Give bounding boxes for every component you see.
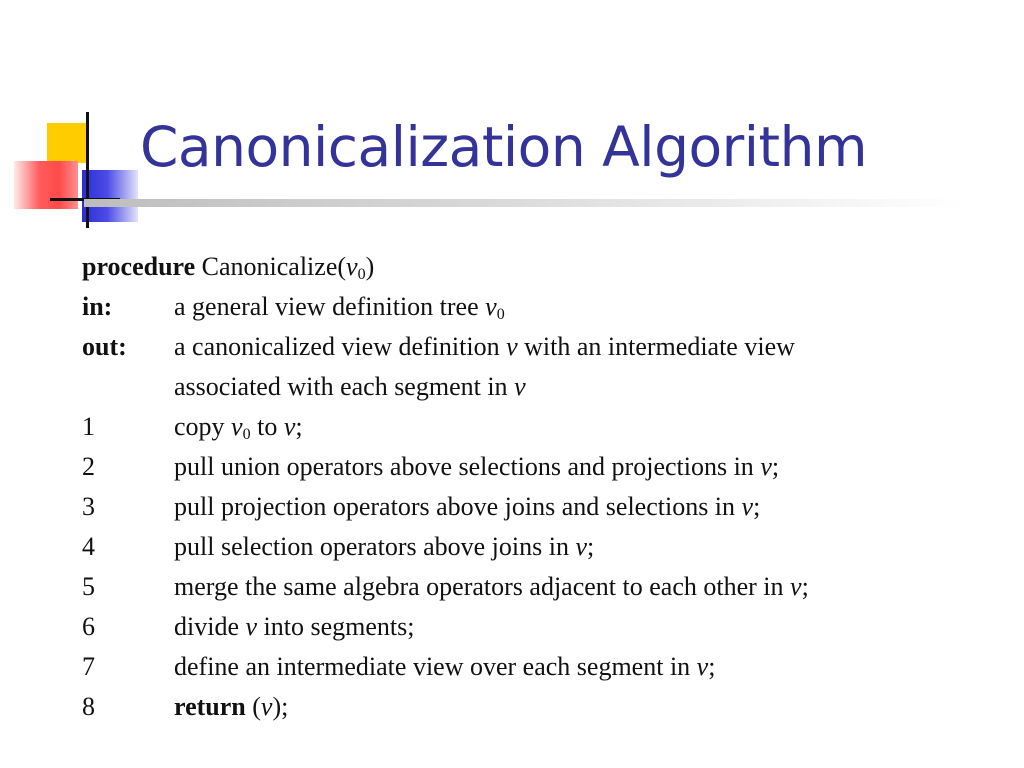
step-text-part: divide: [174, 612, 246, 641]
step-sub: 0: [242, 426, 251, 443]
return-keyword: return: [174, 692, 246, 721]
step-var: v: [741, 492, 754, 521]
output-indent: [82, 367, 174, 407]
step-text-part: into segments;: [257, 612, 415, 641]
procedure-arg-var: v: [346, 252, 358, 281]
step-text-part: ;: [771, 452, 780, 481]
step-number: 6: [82, 612, 95, 641]
step-text-part: ;: [801, 572, 809, 601]
step-var: v: [231, 412, 243, 441]
step-var: v: [575, 532, 588, 561]
step-text-part: copy: [174, 412, 232, 441]
input-var: v: [485, 292, 497, 321]
procedure-header: [82, 247, 982, 287]
step-text-part: );: [272, 692, 289, 721]
step-number: 7: [82, 652, 95, 681]
step-row: [82, 447, 982, 487]
procedure-signature: [82, 247, 374, 287]
output-row-continuation: [82, 367, 982, 407]
logo-blue-square: [82, 170, 138, 222]
input-label: in:: [82, 292, 113, 321]
step-var: v: [260, 692, 273, 721]
step-number: 1: [82, 412, 95, 441]
output-description-line1: [174, 327, 795, 367]
step-number: 3: [82, 492, 95, 521]
procedure-close: ): [365, 252, 375, 281]
input-text: a general view definition tree: [174, 292, 486, 321]
step-text-part: ;: [753, 492, 761, 521]
step-number: 4: [82, 532, 95, 561]
step-var: v: [790, 572, 802, 601]
step-var: v: [760, 452, 772, 481]
step-text: [174, 407, 303, 447]
step-text-part: ;: [295, 412, 303, 441]
step-text-part: ;: [587, 532, 595, 561]
output-label: out:: [82, 332, 127, 361]
step-row: [82, 567, 982, 607]
step-text: [174, 607, 414, 647]
output-var: v: [506, 332, 518, 361]
step-var: v: [696, 652, 709, 681]
step-text-part: pull union operators above selections and projections in: [174, 452, 761, 481]
output-var-2: v: [514, 372, 526, 401]
step-number: 5: [82, 572, 95, 601]
step-row: [82, 687, 982, 727]
output-text-b: with an intermediate view: [517, 332, 795, 361]
output-description-line2: [174, 367, 526, 407]
output-text-a: a canonicalized view definition: [174, 332, 507, 361]
step-text: [174, 567, 809, 607]
step-var: v: [283, 412, 296, 441]
input-row: [82, 287, 982, 327]
step-text-part: pull selection operators above joins in: [174, 532, 576, 561]
step-row: [82, 607, 982, 647]
slide-title: Canonicalization Algorithm: [140, 115, 868, 179]
step-row: [82, 487, 982, 527]
step-text: [174, 487, 760, 527]
step-row: [82, 407, 982, 447]
procedure-keyword: procedure: [82, 252, 196, 281]
output-row: [82, 327, 982, 367]
input-description: [174, 287, 505, 327]
logo-red-square: [14, 161, 78, 209]
step-row: [82, 647, 982, 687]
step-number: 8: [82, 692, 95, 721]
input-sub: 0: [496, 306, 505, 323]
step-number: 2: [82, 452, 95, 481]
step-text: [174, 647, 715, 687]
step-text-part: define an intermediate view over each segment in: [174, 652, 697, 681]
logo-yellow-square: [47, 123, 87, 163]
step-text-part: merge the same algebra operators adjacent to each other in: [174, 572, 791, 601]
step-text: [174, 687, 288, 727]
step-var: v: [245, 612, 258, 641]
step-text-part: (: [245, 692, 261, 721]
procedure-name: Canonicalize(: [201, 252, 347, 281]
step-text: [174, 527, 594, 567]
title-underline: [84, 199, 964, 207]
step-text-part: to: [250, 412, 284, 441]
step-text: [174, 447, 779, 487]
algorithm-block: [82, 247, 982, 727]
output-text-c: associated with each segment in: [174, 372, 515, 401]
step-row: [82, 527, 982, 567]
procedure-arg-sub: 0: [357, 266, 366, 283]
step-text-part: pull projection operators above joins and selections in: [174, 492, 742, 521]
logo-vertical-line: [86, 112, 89, 228]
step-text-part: ;: [708, 652, 716, 681]
